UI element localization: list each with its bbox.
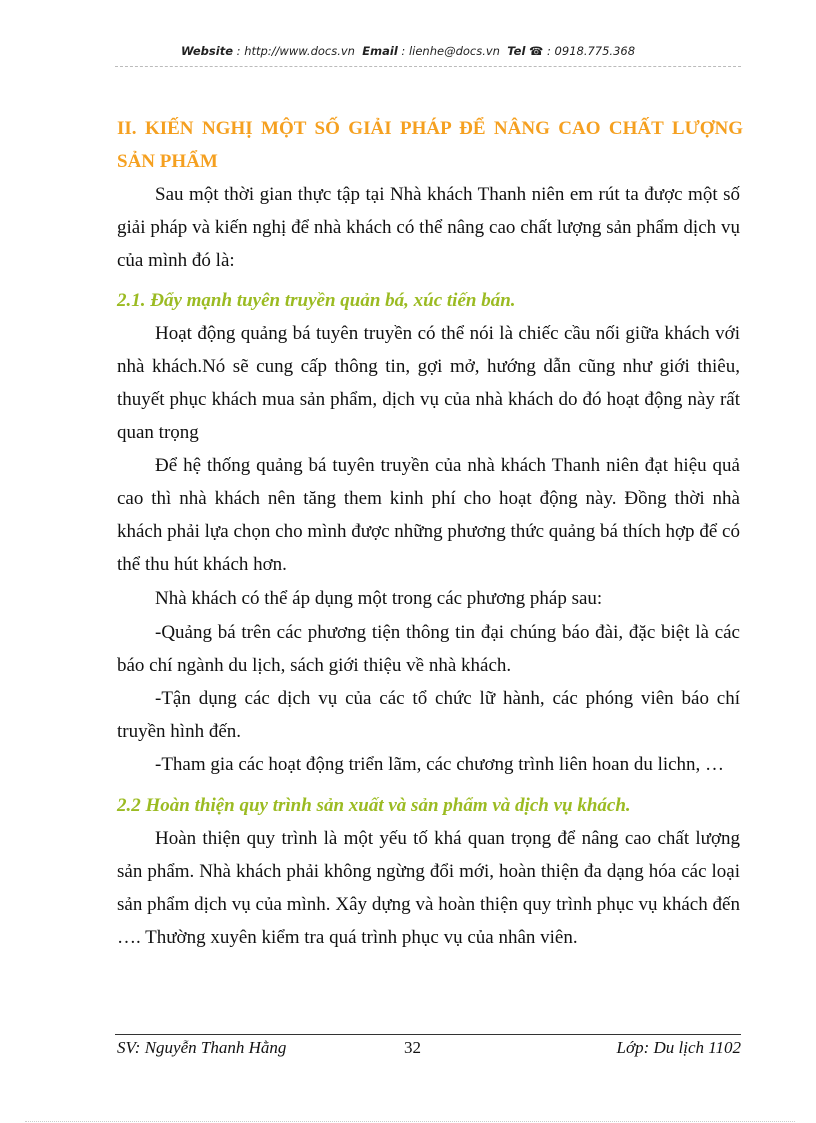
page-edge bbox=[25, 1121, 795, 1122]
bullet-media: -Quảng bá trên các phương tiện thông tin đại chúng báo đài, đặc biệt là các báo chí ngành du lịch, sách giới thiệu về nhà khách. bbox=[117, 622, 740, 676]
email-label: Email bbox=[362, 44, 398, 58]
tel-label: Tel bbox=[507, 44, 526, 58]
footer-class: Lớp: Du lịch 1102 bbox=[616, 1038, 741, 1057]
phone-icon: ☎ bbox=[529, 44, 544, 58]
bullet-exhibitions: -Tham gia các hoạt động triển lãm, các chương trình liên hoan du lichn, … bbox=[155, 754, 725, 775]
paragraph-2-1-c: Nhà khách có thể áp dụng một trong các phương pháp sau: bbox=[155, 588, 603, 609]
bullet-travel-orgs: -Tận dụng các dịch vụ của các tổ chức lữ hành, các phóng viên báo chí truyền hình đến. bbox=[117, 688, 740, 742]
footer-student: SV: Nguyễn Thanh Hằng bbox=[117, 1038, 287, 1057]
subsection-heading-2-2: 2.2 Hoàn thiện quy trình sản xuất và sản phẩm và dịch vụ khách. bbox=[117, 795, 631, 816]
email-value[interactable]: : lienhe@docs.vn bbox=[397, 44, 500, 58]
footer-divider bbox=[115, 1034, 741, 1035]
paragraph-2-1-a: Hoạt động quảng bá tuyên truyền có thể nói là chiếc cầu nối giữa khách với nhà khách.Nó sẽ cung cấp thông tin, gợi mở, hướng dẫn cũng như giới thiêu, thuyết phục khách mua sản phẩm, dịch vụ của nhà khách do đó hoạt động này rất quan trọng bbox=[117, 323, 740, 443]
section-heading: II. KIẾN NGHỊ MỘT SỐ GIẢI PHÁP ĐỂ NÂNG CAO CHẤT LƯỢNG SẢN PHẨM bbox=[117, 118, 743, 172]
paragraph-2-2-a: Hoàn thiện quy trình là một yếu tố khá quan trọng để nâng cao chất lượng sản phẩm. Nhà khách phải không ngừng đổi mới, hoàn thiện đa dạng hóa các loại sản phẩm dịch vụ của mình. Xây dựng và hoàn thiện quy trình phục vụ khách đến …. Thường xuyên kiểm tra quá trình phục vụ của nhân viên. bbox=[117, 828, 740, 948]
website-value[interactable]: : http://www.docs.vn bbox=[233, 44, 355, 58]
subsection-heading-2-1: 2.1. Đẩy mạnh tuyên truyền quản bá, xúc tiến bán. bbox=[117, 290, 516, 311]
website-label: Website bbox=[180, 44, 234, 58]
page-header bbox=[0, 44, 816, 58]
intro-paragraph: Sau một thời gian thực tập tại Nhà khách Thanh niên em rút ta được một số giải pháp và kiến nghị để nhà khách có thể nâng cao chất lượng sản phẩm dịch vụ của mình đó là: bbox=[117, 184, 740, 271]
tel-value: : 0918.775.368 bbox=[543, 44, 636, 58]
header-divider bbox=[115, 66, 741, 67]
page-number: 32 bbox=[404, 1038, 421, 1057]
paragraph-2-1-b: Để hệ thống quảng bá tuyên truyền của nhà khách Thanh niên đạt hiệu quả cao thì nhà khách nên tăng them kinh phí cho hoạt động này. Đồng thời nhà khách phải lựa chọn cho mình được những phương thức quảng bá thích hợp để có thể thu hút khách hơn. bbox=[117, 455, 740, 575]
